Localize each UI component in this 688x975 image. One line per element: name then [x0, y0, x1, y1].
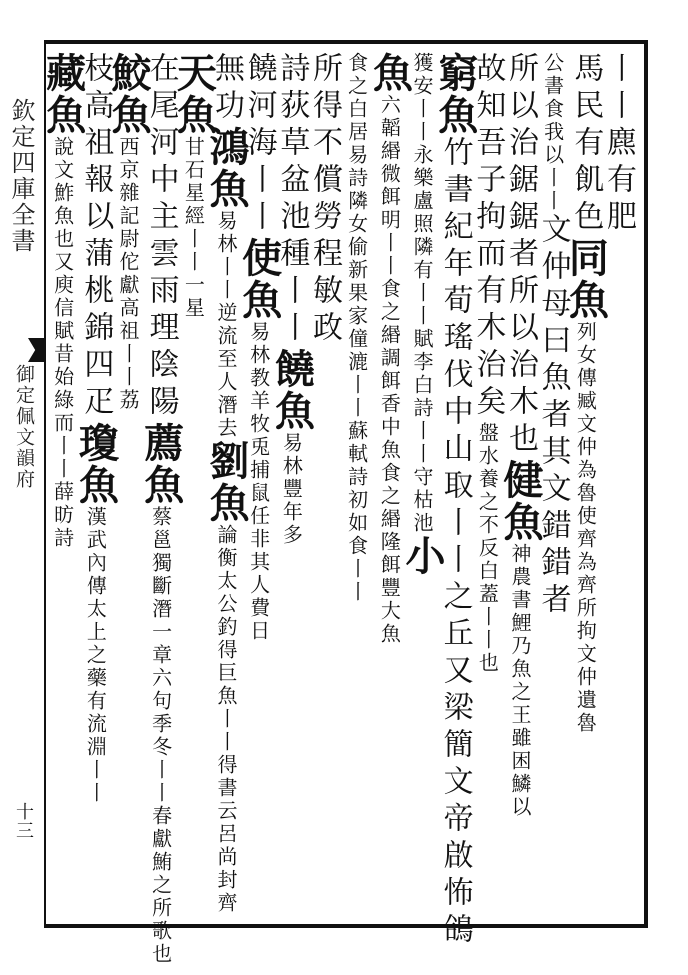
headword: 劉魚 [202, 440, 250, 524]
text-run: 饒河海丨丨 [241, 52, 277, 237]
headword: 魚 [366, 52, 414, 94]
text-column [72, 52, 120, 922]
text-run: 故知吾子拘而有木治矣 [470, 52, 506, 422]
headword: 薦魚 [137, 422, 185, 506]
text-run: 論衡太公釣得巨魚丨丨得書云呂尚封齊 [213, 524, 238, 915]
text-run: 西京雜記尉佗獻高祖丨丨荔 [115, 136, 140, 412]
text-run: 獲安丨丨永樂盧照隣有丨丨賦李白詩丨丨守枯池 [409, 52, 434, 535]
text-run: 竹書紀年荀瑤伐中山取丨丨之丘又梁簡文帝啟怖鴿 [437, 136, 473, 950]
text-run: 食之白居易詩隣女偷新果家僮漉丨丨蘇軾詩初如食丨丨 [344, 52, 369, 604]
text-column [39, 52, 87, 922]
text-run: 無功 [208, 52, 244, 126]
text-run: 馬民有飢色 [568, 52, 604, 237]
text-column [600, 52, 640, 922]
headword: 健魚 [496, 459, 544, 543]
text-run: 盤水養之不反白蓋丨丨也 [475, 422, 500, 675]
text-column [104, 52, 152, 922]
book-title: 御定佩文韻府 [13, 364, 35, 490]
text-run: 蔡邕獨斷潛一章六句季冬丨丨春獻鮪之所歌也 [148, 506, 173, 966]
text-column [268, 52, 316, 922]
text-run: 列女傳臧文仲為魯使齊為齊所拘文仲遺魯 [573, 321, 598, 735]
text-column [496, 52, 544, 922]
text-column [306, 52, 346, 922]
text-run: 說文鮓魚也又庾信賦昔始綠而丨丨薛昉詩 [50, 136, 75, 550]
headword: 鴻魚 [202, 126, 250, 210]
text-column [470, 52, 510, 922]
text-run: 易林教羊牧兎捕鼠任非其人費日 [246, 321, 271, 643]
headword: 使魚 [235, 237, 283, 321]
text-column [398, 52, 446, 922]
headword: 小 [398, 535, 446, 577]
headword: 饒魚 [268, 348, 316, 432]
text-run: 公書食我以丨丨 [540, 52, 565, 213]
text-column [366, 52, 414, 922]
text-column [235, 52, 283, 922]
text-run: 枝高祖報以蒲桃錦四疋 [78, 52, 114, 422]
headword: 鮫魚 [104, 52, 152, 136]
headword: 藏魚 [39, 52, 87, 136]
page-number: 十三 [13, 802, 34, 840]
text-run: 丨丨麃有肥 [600, 52, 636, 237]
text-run: 易林豐年多 [279, 432, 304, 547]
headword: 瓊魚 [72, 422, 120, 506]
text-column [202, 52, 250, 922]
text-run: 甘石星經丨丨一星 [181, 136, 206, 320]
collection-title: 欽定四庫全書 [7, 98, 35, 254]
text-run: 文仲母曰魚者其文錯錯者 [535, 213, 571, 620]
headword: 天魚 [170, 52, 218, 136]
text-run: 所以治鋸鋸者所以治木也 [502, 52, 538, 459]
text-run: 詩荻草盆池種丨丨 [274, 52, 310, 348]
text-column [170, 52, 218, 922]
text-column [137, 52, 185, 966]
headword: 窮魚 [431, 52, 479, 136]
headword: 同魚 [562, 237, 610, 321]
text-run: 易林丨丨逆流至人潛去 [213, 210, 238, 440]
text-run: 在尾河中主雲雨理陰陽 [143, 52, 179, 422]
text-column [431, 52, 479, 950]
text-column [346, 52, 379, 922]
page-margin [0, 40, 40, 928]
text-run: 所得不償勞程敏政 [306, 52, 342, 348]
text-run: 漢武內傳太上之藥有流淵丨丨 [83, 506, 108, 805]
text-run: 六韜緡微餌明丨丨食之緡調餌香中魚食之緡隆餌豐大魚 [377, 94, 402, 646]
text-column [562, 52, 610, 922]
text-run: 神農書鯉乃魚之王雖困鱗以 [507, 543, 532, 819]
text-column [535, 52, 575, 922]
